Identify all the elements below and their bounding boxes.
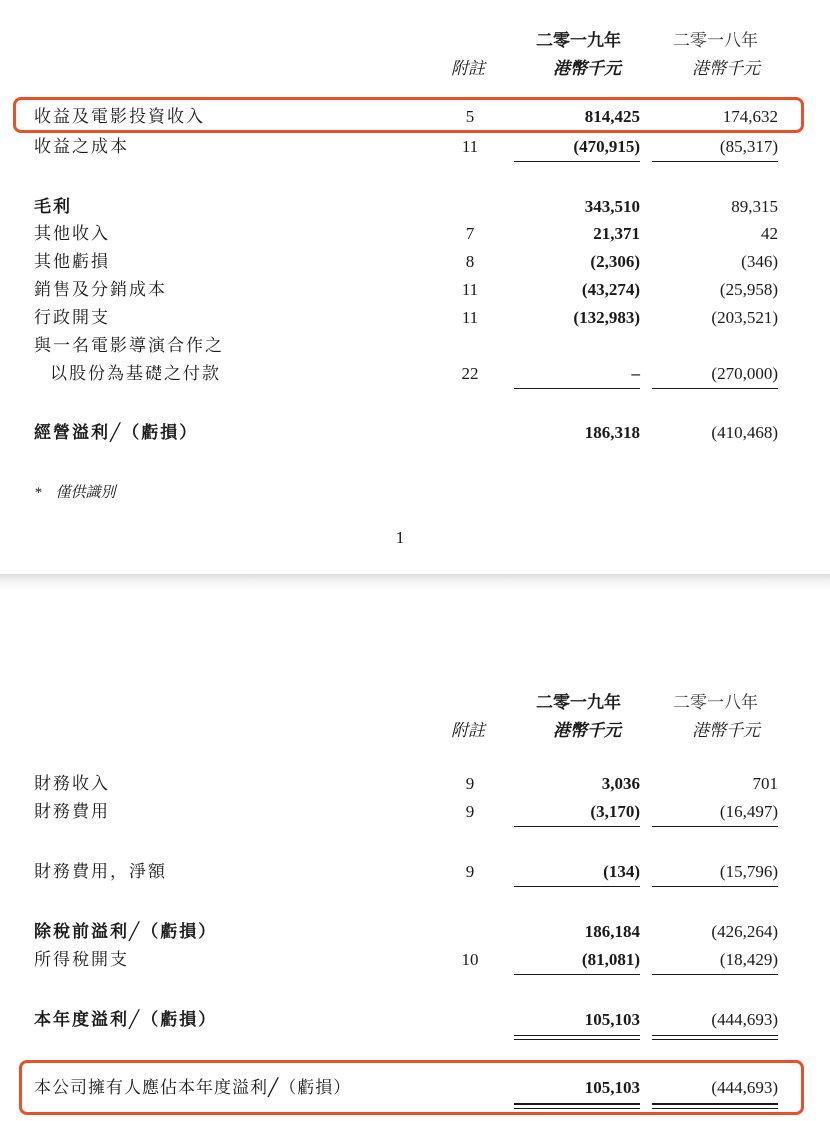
row-label: 銷售及分銷成本 — [34, 280, 167, 299]
underline-2018 — [652, 388, 778, 389]
column-header-year-2019: 二零一九年 — [536, 31, 621, 50]
row-value-2019: 186,318 — [584, 423, 640, 442]
row-value-2018: (410,468) — [711, 423, 778, 442]
row-value-2019: (3,170) — [590, 802, 640, 821]
row-value-2019: 3,036 — [601, 774, 640, 793]
row-note: 9 — [465, 862, 475, 881]
row-value-2018: (25,958) — [719, 280, 778, 299]
row-value-2019: 105,103 — [584, 1078, 640, 1097]
row-value-2018: (203,521) — [711, 308, 778, 327]
double-underline-2018-bottom — [652, 1039, 778, 1040]
row-gross-profit — [0, 195, 830, 219]
row-label: 財務費用，淨額 — [34, 862, 167, 881]
row-value-2019: (134) — [603, 862, 640, 881]
row-value-2019: (2,306) — [590, 252, 640, 271]
page-separator — [0, 574, 830, 590]
row-note: 9 — [465, 802, 475, 821]
underline-2019 — [514, 974, 640, 975]
row-income-tax — [0, 948, 830, 972]
row-finance-costs — [0, 800, 830, 824]
row-share-payment-line2 — [0, 362, 830, 386]
row-other-income — [0, 222, 830, 246]
footnote-text: 僅供識別 — [55, 485, 116, 501]
row-cost-of-revenue — [0, 135, 830, 159]
row-label: 行政開支 — [34, 308, 110, 327]
row-value-2018: 89,315 — [731, 197, 778, 216]
underline-2018 — [652, 161, 778, 162]
row-value-2019: 21,371 — [593, 224, 640, 243]
row-label: 以股份為基礎之付款 — [50, 364, 221, 383]
row-value-2018: (18,429) — [719, 950, 778, 969]
row-value-2018: 42 — [761, 224, 778, 243]
row-operating-profit — [0, 421, 830, 445]
row-value-2019: 343,510 — [584, 197, 640, 216]
row-share-payment-line1 — [0, 334, 830, 358]
underline-2019 — [514, 826, 640, 827]
column-header-currency-2018: 港幣千元 — [692, 721, 760, 740]
row-value-2018: (270,000) — [711, 364, 778, 383]
footnote — [34, 481, 116, 502]
row-label: 與一名電影導演合作之 — [34, 336, 224, 355]
row-label: 經營溢利╱（虧損） — [34, 423, 199, 442]
row-value-2019: (43,274) — [581, 280, 640, 299]
row-label: 財務收入 — [34, 774, 110, 793]
row-profit-for-year — [0, 1008, 830, 1032]
row-value-2019: 105,103 — [584, 1010, 640, 1029]
double-underline-2018-top — [652, 1035, 778, 1036]
underline-2019 — [514, 388, 640, 389]
column-header-year-2018: 二零一八年 — [673, 693, 758, 712]
row-note: 9 — [465, 774, 475, 793]
row-value-2019: (132,983) — [573, 308, 640, 327]
row-note: 11 — [461, 308, 479, 327]
row-label: 所得稅開支 — [34, 950, 129, 969]
row-value-2018: (444,693) — [711, 1078, 778, 1097]
row-value-2018: (85,317) — [719, 137, 778, 156]
row-admin-expenses — [0, 306, 830, 330]
row-selling-costs — [0, 278, 830, 302]
row-note: 5 — [465, 107, 475, 126]
row-label: 其他收入 — [34, 224, 110, 243]
column-header-year-2018: 二零一八年 — [673, 31, 758, 50]
column-header-year-2019: 二零一九年 — [536, 693, 621, 712]
row-note: 22 — [461, 364, 479, 383]
row-label: 毛利 — [34, 197, 72, 216]
row-label: 收益之成本 — [34, 137, 129, 156]
row-note: 10 — [461, 950, 479, 969]
row-other-losses — [0, 250, 830, 274]
column-header-currency-2019: 港幣千元 — [553, 59, 621, 78]
underline-2018 — [652, 886, 778, 887]
row-value-2019: 186,184 — [584, 922, 640, 941]
underline-2019 — [514, 886, 640, 887]
underline-2019 — [514, 161, 640, 162]
row-value-2018: (15,796) — [719, 862, 778, 881]
row-value-2019: (470,915) — [573, 137, 640, 156]
highlight-box-revenue — [13, 97, 804, 133]
row-value-2018: 174,632 — [722, 107, 778, 126]
footnote-star: * — [34, 485, 42, 501]
row-profit-before-tax — [0, 920, 830, 944]
row-value-2019: 814,425 — [584, 107, 640, 126]
row-value-2019: (81,081) — [581, 950, 640, 969]
double-underline-2019-bottom — [514, 1039, 640, 1040]
row-value-2018: (346) — [741, 252, 778, 271]
row-finance-income — [0, 772, 830, 796]
row-finance-costs-net — [0, 860, 830, 884]
underline-2018 — [652, 974, 778, 975]
row-value-2018: (444,693) — [711, 1010, 778, 1029]
column-header-currency-2018: 港幣千元 — [692, 59, 760, 78]
column-header-note: 附註 — [451, 721, 485, 740]
statement-page-2 — [0, 590, 830, 1121]
column-header-currency-2019: 港幣千元 — [553, 721, 621, 740]
row-label: 除稅前溢利╱（虧損） — [34, 922, 218, 941]
row-label: 收益及電影投資收入 — [34, 107, 205, 126]
row-note: 11 — [461, 137, 479, 156]
underline-2018 — [652, 826, 778, 827]
row-label: 本公司擁有人應佔本年度溢利╱（虧損） — [34, 1078, 352, 1097]
row-label: 本年度溢利╱（虧損） — [34, 1010, 218, 1029]
row-value-2019: – — [631, 364, 640, 383]
row-note: 8 — [465, 252, 475, 271]
row-note: 11 — [461, 280, 479, 299]
row-value-2018: (426,264) — [711, 922, 778, 941]
highlight-box-attributable-profit — [19, 1060, 804, 1115]
page-number: 1 — [395, 528, 405, 547]
double-underline-2019-top — [514, 1035, 640, 1036]
row-label: 財務費用 — [34, 802, 110, 821]
row-label: 其他虧損 — [34, 252, 110, 271]
column-header-note: 附註 — [451, 59, 485, 78]
row-note: 7 — [465, 224, 475, 243]
row-value-2018: 701 — [752, 774, 778, 793]
row-value-2018: (16,497) — [719, 802, 778, 821]
